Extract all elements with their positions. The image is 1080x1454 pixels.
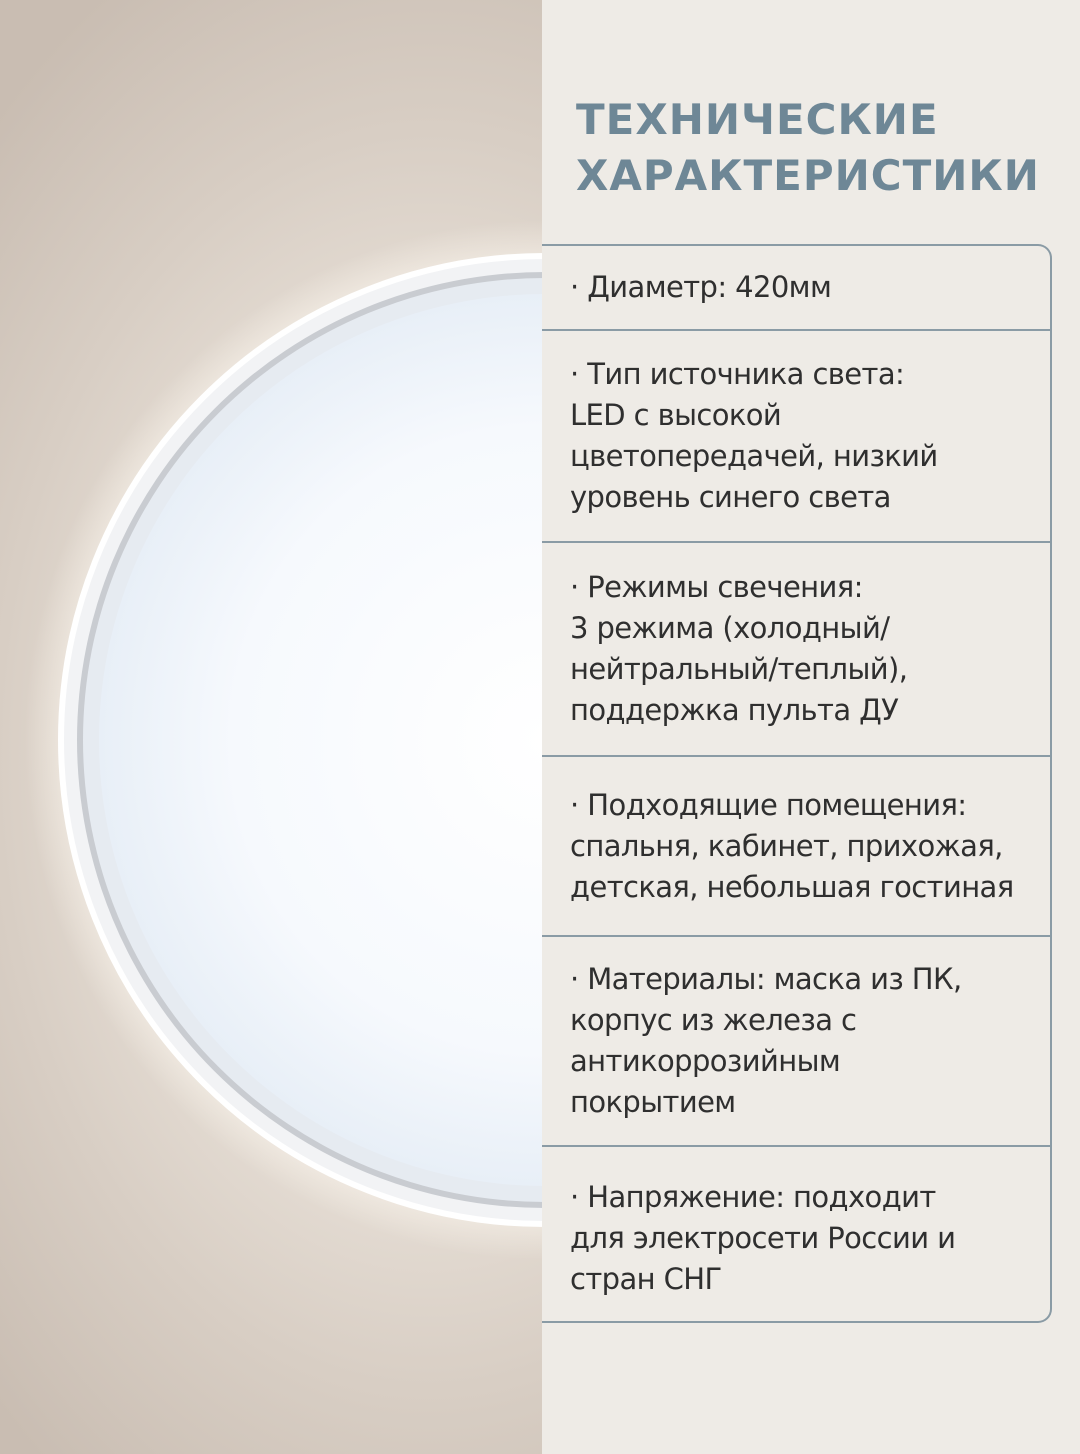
spec-text: · Подходящие помещения: спальня, кабинет, прихожая, детская, небольшая гостиная [570, 787, 1014, 904]
spec-list [542, 244, 1052, 1323]
spec-text: · Напряжение: подходит для электросети России и стран СНГ [570, 1180, 956, 1296]
spec-text: · Тип источника света: LED с высокой цветопередачей, низкий уровень синего света [570, 357, 938, 514]
title-line-1: ТЕХНИЧЕСКИЕ [576, 95, 939, 144]
spec-item-modes [542, 543, 1050, 757]
spec-item-light-source [542, 331, 1050, 543]
spec-item-diameter [542, 246, 1050, 331]
spec-item-rooms [542, 757, 1050, 937]
spec-item-voltage [542, 1147, 1050, 1321]
spec-item-materials [542, 937, 1050, 1147]
title-line-2: ХАРАКТЕРИСТИКИ [576, 151, 1040, 200]
spec-text: · Режимы свечения: 3 режима (холодный/ нейтральный/теплый), поддержка пульта ДУ [570, 570, 908, 727]
spec-text: · Диаметр: 420мм [570, 270, 832, 304]
spec-text: · Материалы: маска из ПК, корпус из железа с антикоррозийным покрытием [570, 962, 962, 1119]
page-title [576, 92, 1076, 204]
specs-panel [542, 0, 1080, 1454]
